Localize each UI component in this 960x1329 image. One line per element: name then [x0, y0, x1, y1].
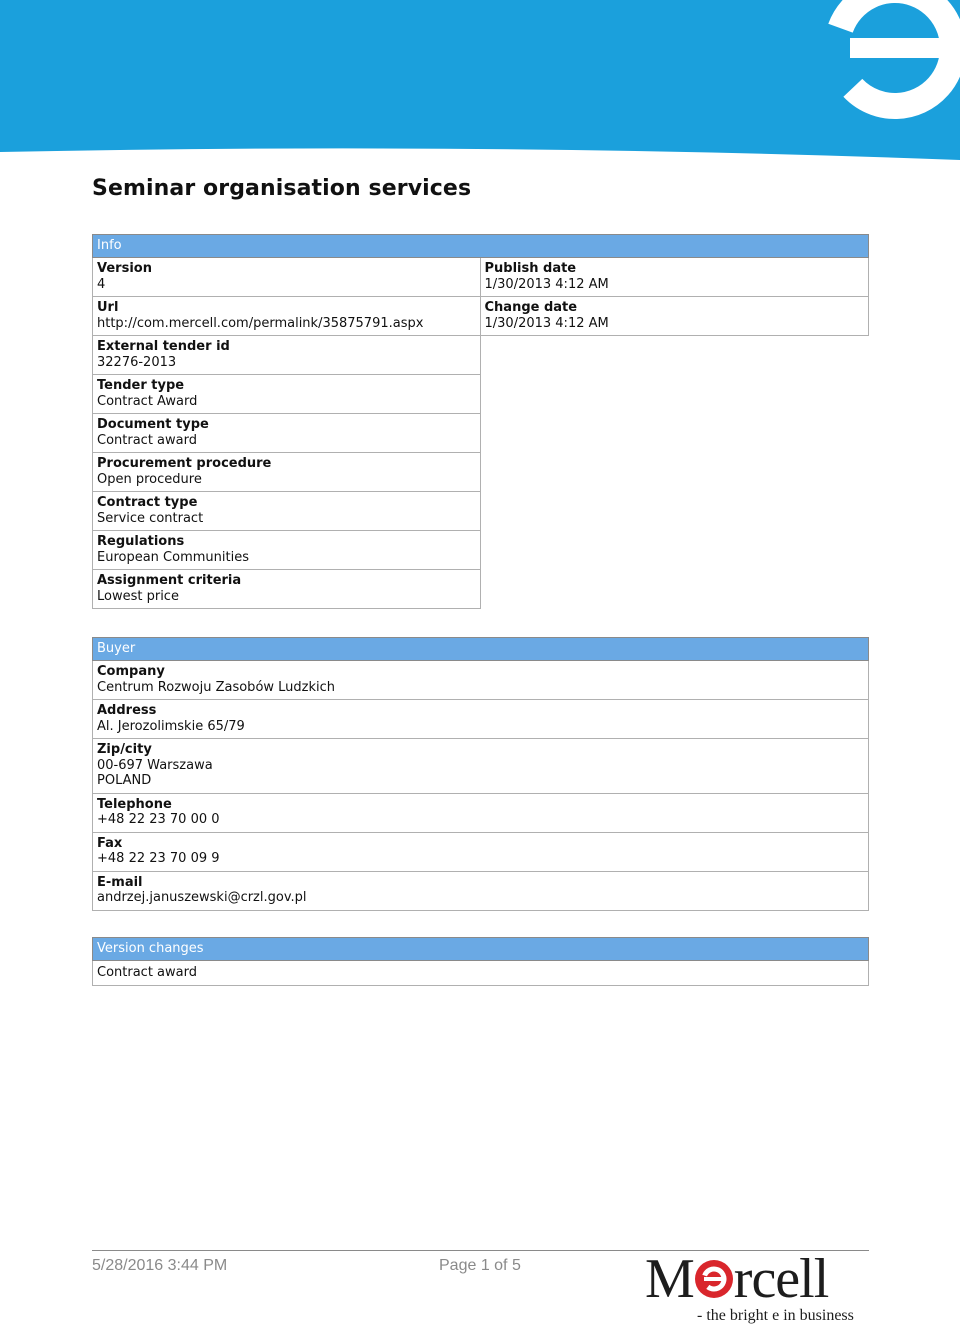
field-label: Fax: [97, 835, 123, 851]
field-label: E-mail: [97, 874, 143, 890]
mercell-logo: [645, 1248, 828, 1310]
field-label: Assignment criteria: [97, 573, 242, 588]
buyer-field-fax: [92, 833, 869, 872]
buyer-field-email: [92, 872, 869, 911]
info-field-url: [92, 297, 481, 336]
field-label: Document type: [97, 417, 209, 432]
footer-timestamp: 5/28/2016 3:44 PM: [92, 1257, 228, 1274]
info-field-version: [92, 258, 481, 297]
email-link[interactable]: andrzej.januszewski@crzl.gov.pl: [97, 890, 307, 905]
field-value: +48 22 23 70 09 9: [97, 851, 220, 866]
field-value: 4: [97, 276, 106, 292]
buyer-field-address: [92, 700, 869, 739]
field-value: Lowest price: [97, 588, 179, 604]
field-label: Company: [97, 664, 165, 679]
info-field-external-tender-id: [92, 336, 481, 375]
field-value: Centrum Rozwoju Zasobów Ludzkich: [97, 679, 336, 695]
field-label: Version: [97, 261, 152, 276]
field-value: 1/30/2013 4:12 AM: [484, 315, 609, 331]
info-field-contract-type: [92, 492, 481, 531]
field-value: Al. Jerozolimskie 65/79: [97, 718, 245, 734]
buyer-field-zip-city: [92, 739, 869, 794]
field-label: Procurement procedure: [97, 456, 272, 471]
logo-text-prefix: M: [645, 1248, 694, 1310]
page-title: Seminar organisation services: [92, 176, 472, 201]
buyer-field-telephone: [92, 794, 869, 833]
field-value: +48 22 23 70 00 0: [97, 812, 220, 827]
field-label: Url: [97, 300, 119, 315]
footer-page-number: Page 1 of 5: [439, 1257, 521, 1274]
field-value: 32276-2013: [97, 354, 177, 370]
url-link[interactable]: http://com.mercell.com/permalink/35875791.aspx: [97, 315, 424, 331]
banner-graphic: [0, 0, 960, 165]
field-value: Contract Award: [97, 393, 198, 409]
version-changes-header: Version changes: [92, 937, 869, 961]
info-field-document-type: [92, 414, 481, 453]
header-banner: [0, 0, 960, 165]
info-section: [92, 234, 869, 609]
field-label: Change date: [484, 300, 578, 315]
info-field-publish-date: [481, 258, 870, 297]
field-label: Telephone: [97, 796, 172, 812]
info-field-change-date: [481, 297, 870, 336]
field-value: Open procedure: [97, 471, 202, 487]
logo-tagline: - the bright e in business: [697, 1307, 854, 1324]
field-label: Regulations: [97, 534, 185, 549]
version-changes-value: Contract award: [92, 961, 869, 986]
field-label: Tender type: [97, 378, 185, 393]
info-field-assignment-criteria: [92, 570, 481, 609]
info-section-header: Info: [92, 234, 869, 258]
info-field-tender-type: [92, 375, 481, 414]
field-value: 00-697 Warszawa POLAND: [97, 757, 213, 788]
info-field-regulations: [92, 531, 481, 570]
field-value: 1/30/2013 4:12 AM: [484, 276, 609, 292]
field-value: Service contract: [97, 510, 204, 526]
field-label: Address: [97, 703, 157, 718]
buyer-section-header: Buyer: [92, 637, 869, 661]
version-changes-section: [92, 937, 869, 986]
logo-e-icon: [694, 1259, 734, 1299]
field-label: Contract type: [97, 495, 198, 510]
info-field-procurement-procedure: [92, 453, 481, 492]
buyer-section: [92, 637, 869, 911]
logo-text-suffix: rcell: [733, 1248, 829, 1310]
field-value: Contract award: [97, 432, 197, 448]
buyer-field-company: [92, 661, 869, 700]
field-label: Zip/city: [97, 742, 152, 757]
info-right-column: [481, 258, 870, 609]
field-label: External tender id: [97, 339, 230, 354]
info-left-column: [92, 258, 481, 609]
field-value: European Communities: [97, 549, 249, 565]
field-label: Publish date: [484, 261, 577, 276]
